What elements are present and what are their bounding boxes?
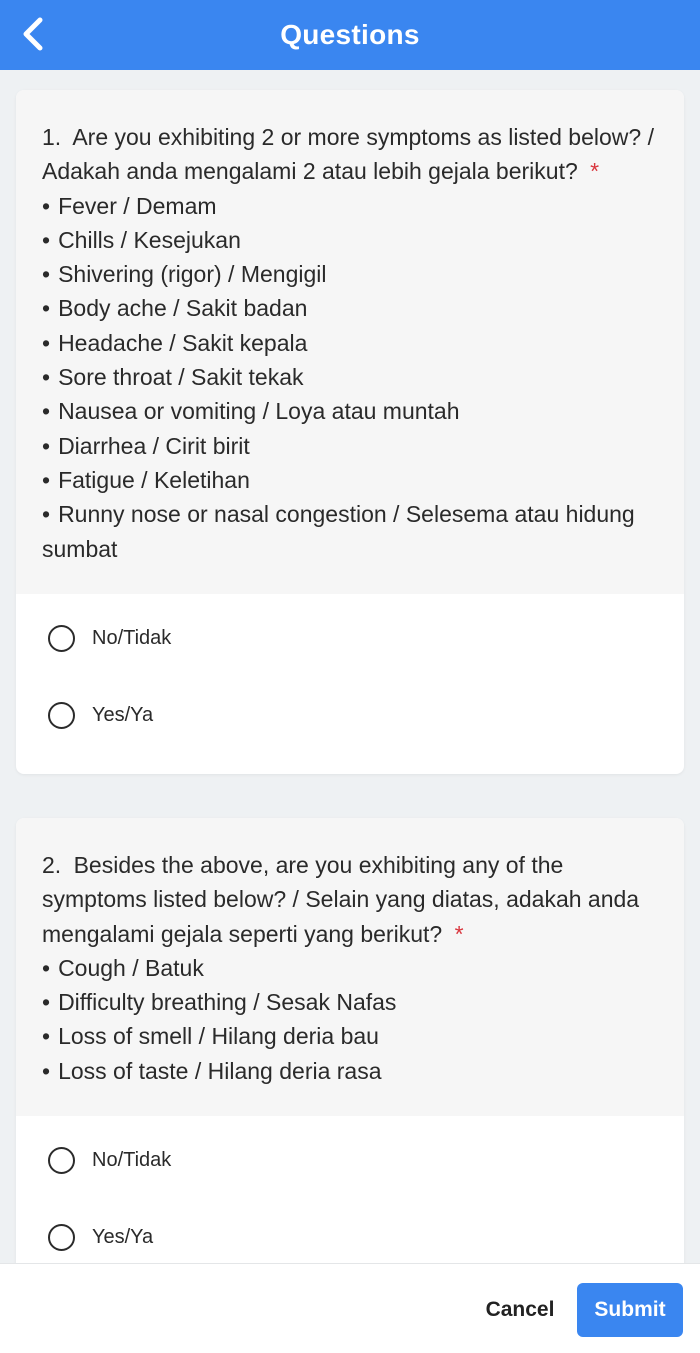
list-item: • Nausea or vomiting / Loya atau muntah <box>42 394 658 428</box>
list-item: • Fatigue / Keletihan <box>42 463 658 497</box>
question-card-1 <box>16 90 684 774</box>
question-card-2 <box>16 818 684 1263</box>
symptom-list <box>42 951 658 1088</box>
answer-options <box>16 594 684 774</box>
answer-options <box>16 1116 684 1263</box>
list-item: • Body ache / Sakit badan <box>42 291 658 325</box>
radio-button[interactable] <box>48 702 75 729</box>
radio-button[interactable] <box>48 1147 75 1174</box>
symptom-list <box>42 189 658 566</box>
question-text-block <box>16 90 684 594</box>
questions-scroll-area[interactable] <box>0 70 700 1263</box>
option-label: No/Tidak <box>92 626 172 649</box>
option-label: Yes/Ya <box>92 1226 154 1249</box>
submit-button[interactable]: Submit <box>577 1283 683 1337</box>
option-label: No/Tidak <box>92 1149 172 1172</box>
list-item: • Loss of taste / Hilang deria rasa <box>42 1054 658 1088</box>
option-label: Yes/Ya <box>92 703 154 726</box>
chevron-left-icon <box>19 16 49 52</box>
radio-button[interactable] <box>48 1224 75 1251</box>
required-marker: * <box>590 158 600 185</box>
list-item: • Headache / Sakit kepala <box>42 326 658 360</box>
question-text-block <box>16 818 684 1116</box>
option-yes[interactable] <box>16 1199 684 1263</box>
list-item: • Runny nose or nasal congestion / Selesema atau hidung sumbat <box>42 497 658 566</box>
option-no[interactable] <box>16 600 684 677</box>
cancel-button[interactable]: Cancel <box>485 1298 555 1321</box>
question-prompt <box>42 120 658 189</box>
app-header <box>0 0 700 70</box>
list-item: • Diarrhea / Cirit birit <box>42 429 658 463</box>
option-no[interactable] <box>16 1122 684 1199</box>
question-number: 1. <box>42 124 62 150</box>
list-item: • Cough / Batuk <box>42 951 658 985</box>
question-number: 2. <box>42 852 62 878</box>
action-bar <box>0 1263 700 1353</box>
back-button[interactable] <box>8 8 60 60</box>
list-item: • Shivering (rigor) / Mengigil <box>42 257 658 291</box>
list-item: • Loss of smell / Hilang deria bau <box>42 1019 658 1053</box>
list-item: • Difficulty breathing / Sesak Nafas <box>42 985 658 1019</box>
list-item: • Chills / Kesejukan <box>42 223 658 257</box>
question-prompt <box>42 848 658 951</box>
list-item: • Sore throat / Sakit tekak <box>42 360 658 394</box>
page-title: Questions <box>280 19 420 50</box>
question-text: Besides the above, are you exhibiting any of the symptoms listed below? / Selain yang diatas, adakah anda mengalami gejala seperti yang berikut? <box>42 852 640 947</box>
question-text: Are you exhibiting 2 or more symptoms as listed below? / Adakah anda mengalami 2 atau lebih gejala berikut? <box>42 124 654 185</box>
radio-button[interactable] <box>48 625 75 652</box>
required-marker: * <box>454 920 464 947</box>
option-yes[interactable] <box>16 677 684 754</box>
list-item: • Fever / Demam <box>42 189 658 223</box>
